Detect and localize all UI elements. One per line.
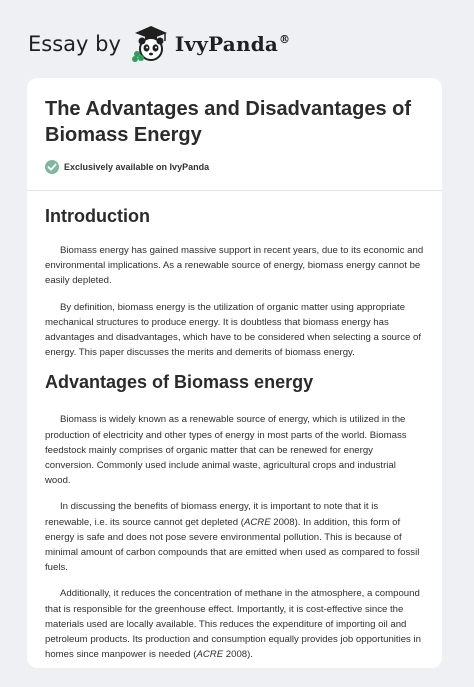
section-advantages <box>45 371 424 662</box>
section-heading: Advantages of Biomass energy <box>45 372 314 393</box>
essay-by-label: Essay by <box>28 32 121 56</box>
essay-title: The Advantages and Disadvantages of Biomass Energy <box>45 98 412 146</box>
citation: ACRE <box>243 516 271 528</box>
check-badge-icon <box>45 160 59 174</box>
exclusive-badge <box>45 158 424 176</box>
paragraph: Biomass is widely known as a renewable source of energy, which is utilized in the production of electricity and other types of energy in most parts of the world. Biomass feedstock mainly comprises of organic matter that can be renewed for energy conversion. Commonly used include animal waste, agricultural crops and industrial wood. <box>45 414 407 487</box>
section-introduction <box>45 205 424 360</box>
registered-mark: ® <box>279 33 291 47</box>
paragraph: In discussing the benefits of biomass energy, it is important to note that it is renewable, i.e. its source cannot get depleted (ACRE 2008). In addition, this form of energy is safe and does not pose severe environmental pollution. This is because of minimal amount of carbon compounds that are emitted when used as compared to fossil fuels. <box>45 501 420 574</box>
paragraph: By definition, biomass energy is the utilization of organic matter using appropriate mechanical structures to produce energy. It is doubtless that biomass energy has advantages and disadvantages, which have to be considered when selecting a source of energy. This paper discusses the merits and demerits of biomass energy. <box>45 301 422 359</box>
site-brand[interactable] <box>28 26 290 62</box>
section-heading: Introduction <box>45 206 150 226</box>
paragraph: Biomass energy has gained massive support in recent years, due to its economic and environmental implications. As a renewable source of energy, biomass energy cannot be easily depleted. <box>45 245 424 287</box>
divider <box>27 190 442 191</box>
ivypanda-logo-text: IvyPanda® <box>174 32 291 56</box>
citation: ACRE <box>196 649 224 661</box>
essay-card <box>27 78 442 668</box>
paragraph: Additionally, it reduces the concentration of methane in the atmosphere, a compound that is responsible for the greenhouse effect. Importantly, it is cost-effective since the materials used are locally available. This reduces the expenditure of importing oil and petroleum products. Its production and consumption equally provides job opportunities in homes since manpower is needed (ACRE 2008). <box>45 588 421 661</box>
panda-graduate-icon <box>131 24 171 64</box>
exclusive-label: Exclusively available on IvyPanda <box>64 162 210 172</box>
